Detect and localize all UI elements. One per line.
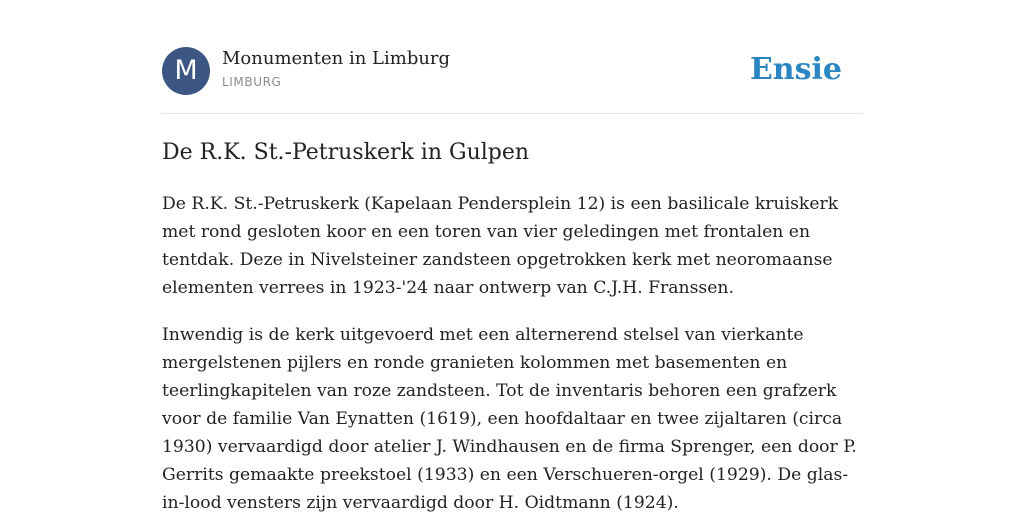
- paragraph: Inwendig is de kerk uitgevoerd met een alternerend stelsel van vierkante mergelstenen pijlers en ronde granieten kolommen met basementen en teerlingkapitelen van roze zandsteen. Tot de inventaris behoren een grafzerk voor de familie Van Eynatten (1619), een hoofdaltaar en twee zijaltaren (circa 1930) vervaardigd door atelier J. Windhausen en de firma Sprenger, een door P. Gerrits gemaakte preekstoel (1933) en een Verschueren-orgel (1929). De glas-in-lood vensters zijn vervaardigd door H. Oidtmann (1924).: [162, 325, 857, 512]
- brand-logo[interactable]: Ensie: [749, 52, 842, 87]
- article-body: [162, 190, 862, 512]
- article-title: De R.K. St.-Petruskerk in Gulpen: [162, 140, 530, 165]
- paragraph: De R.K. St.-Petruskerk (Kapelaan Pendersplein 12) is een basilicale kruiskerk met rond gesloten koor en een toren van vier geledingen met frontalen en tentdak. Deze in Nivelsteiner zandsteen opgetrokken kerk met neoromaanse elementen verrees in 1923-'24 naar ontwerp van C.J.H. Franssen.: [162, 194, 839, 298]
- source-header: [162, 47, 862, 95]
- source-subtitle: LIMBURG: [222, 75, 282, 89]
- divider: [162, 113, 862, 114]
- avatar[interactable]: M: [162, 47, 210, 95]
- source-title[interactable]: Monumenten in Limburg: [222, 48, 451, 69]
